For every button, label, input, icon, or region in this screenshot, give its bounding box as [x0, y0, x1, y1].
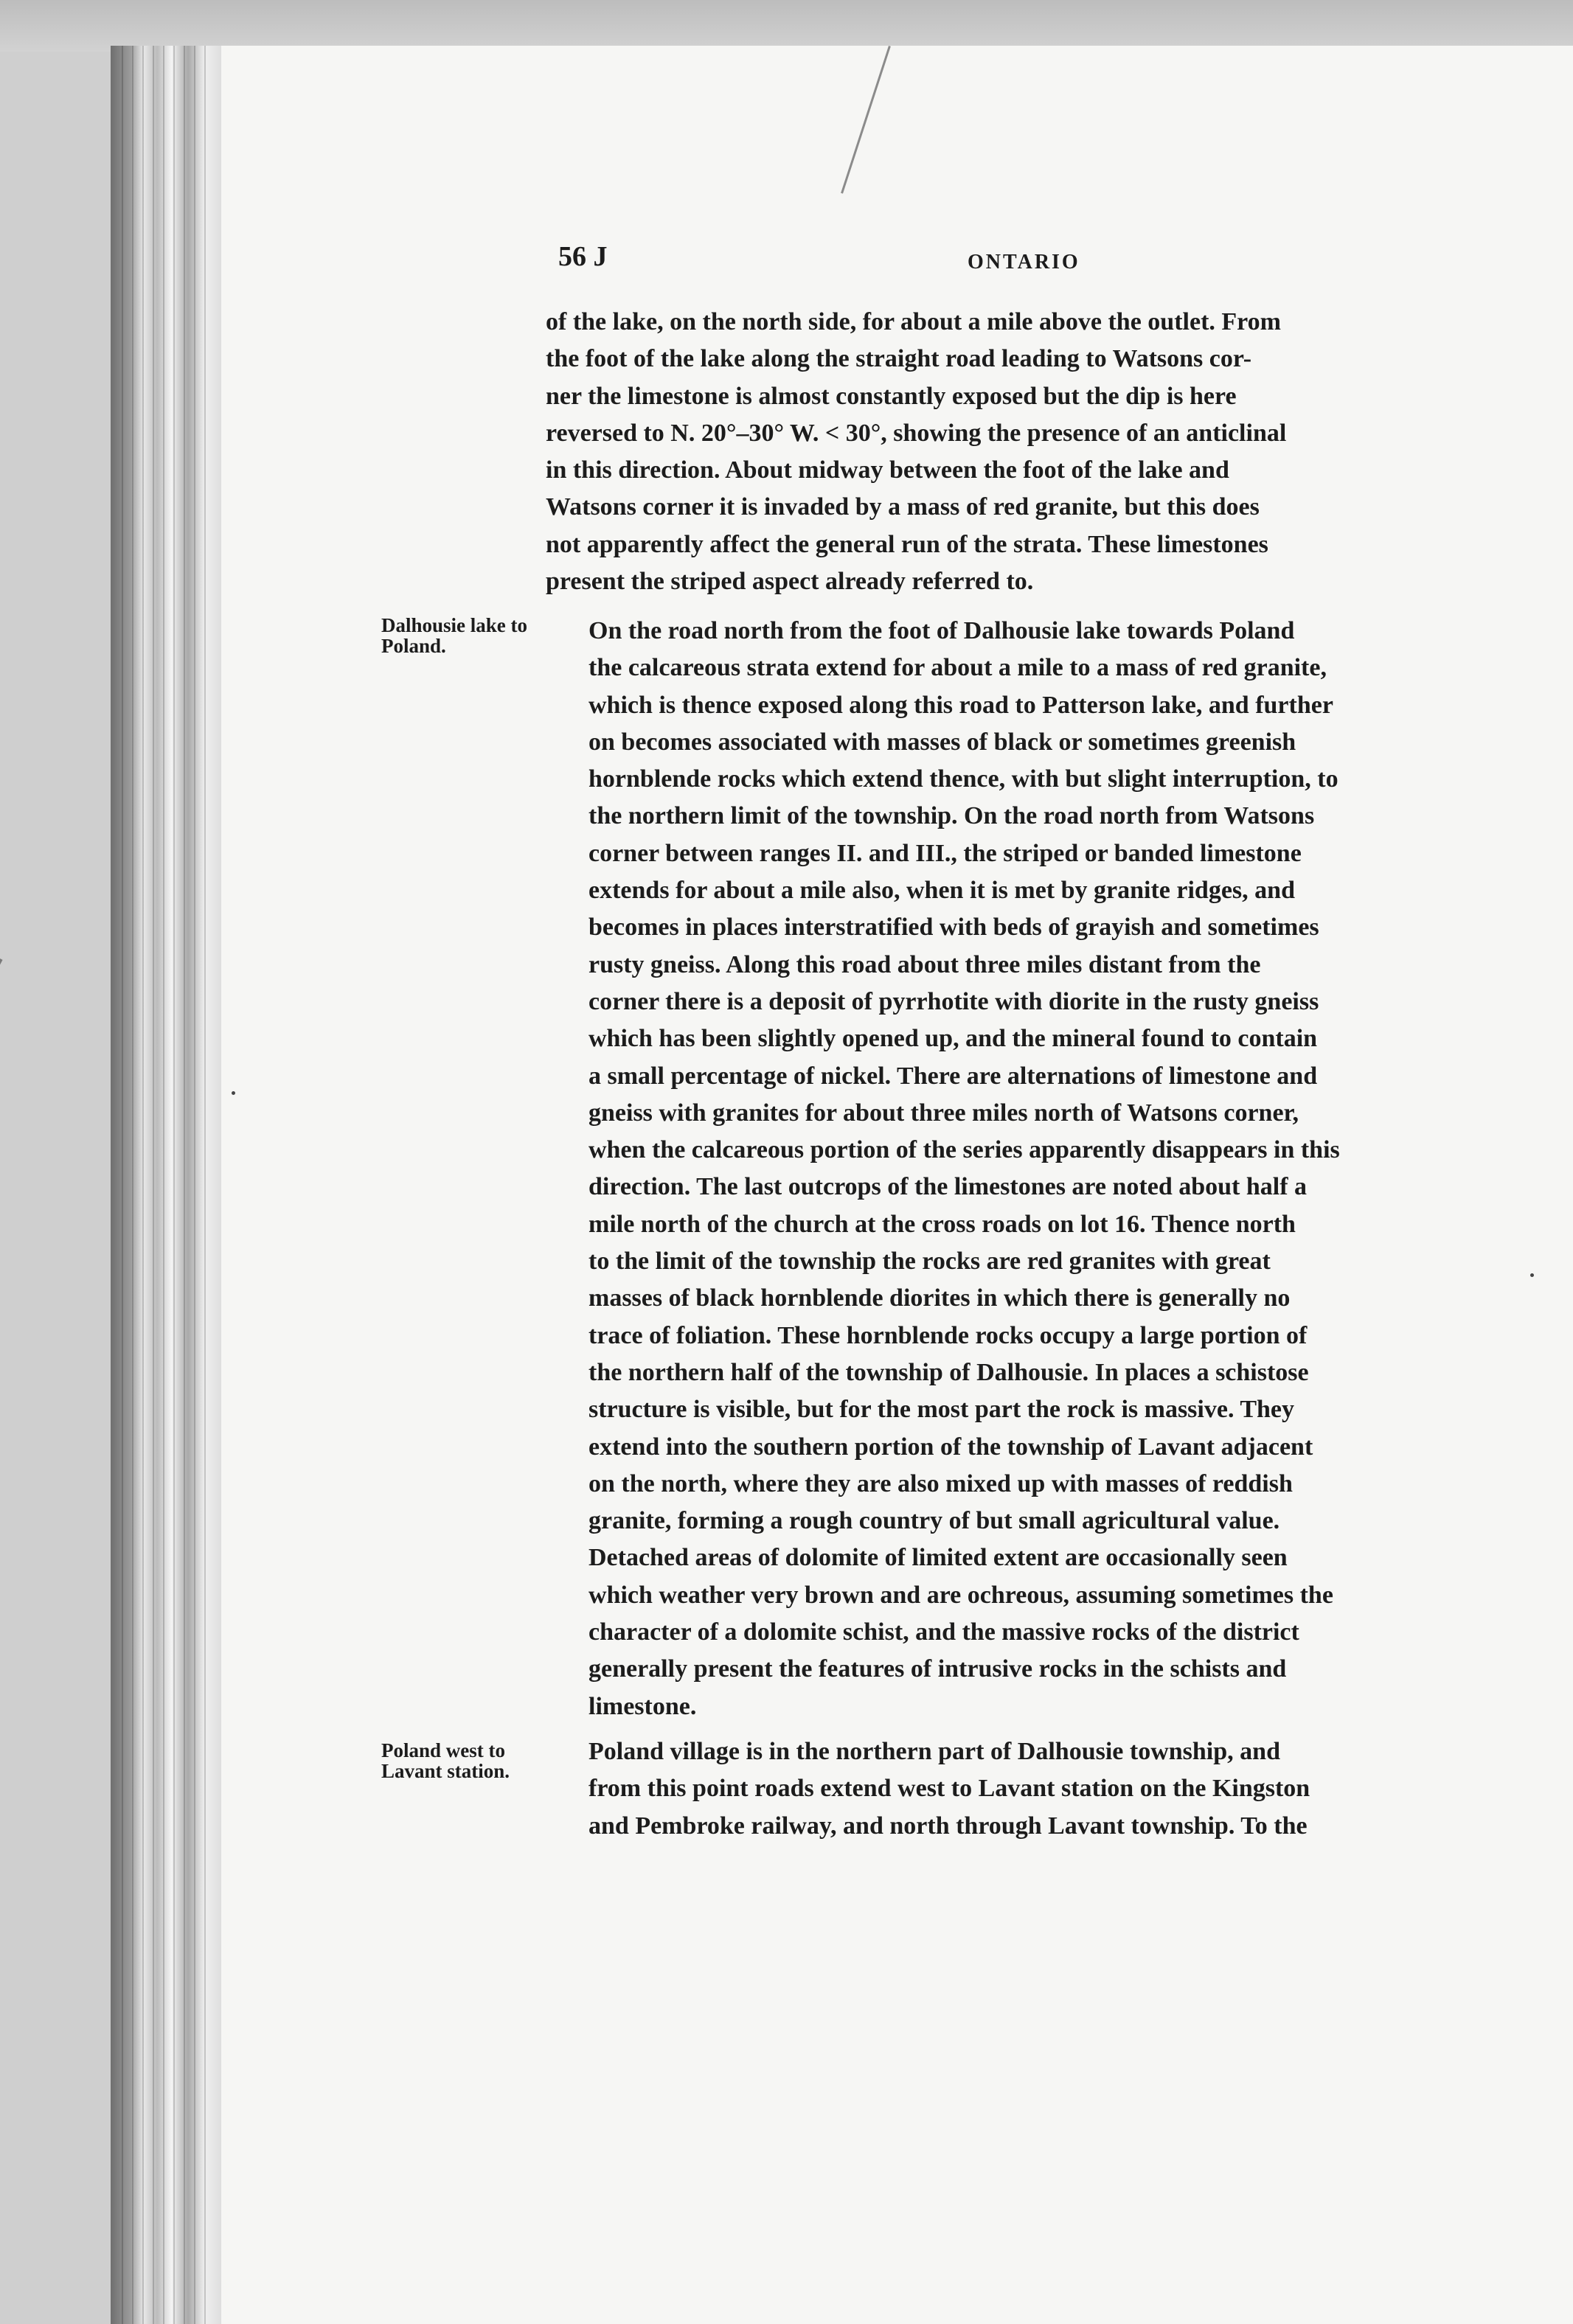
paragraph [546, 1733, 1454, 1845]
text-line: character of a dolomite schist, and the massive rocks of the district [588, 1618, 1299, 1646]
sidenote: Poland west to Lavant station. [381, 1739, 510, 1782]
text-line: not apparently affect the general run of the strata. These limestones [546, 530, 1268, 558]
text-line: Poland village is in the northern part of Dalhousie township, and [588, 1738, 1280, 1765]
text-line: On the road north from the foot of Dalhousie lake towards Poland [588, 617, 1295, 644]
text-line: ner the limestone is almost constantly exposed but the dip is here [546, 382, 1237, 410]
text-line: Watsons corner it is invaded by a mass of red granite, but this does [546, 493, 1260, 521]
text-line: corner there is a deposit of pyrrhotite with diorite in the rusty gneiss [588, 987, 1319, 1015]
text-line: granite, forming a rough country of but small agricultural value. [588, 1507, 1280, 1535]
text-line: corner between ranges II. and III., the striped or banded limestone [588, 839, 1302, 867]
text-line: the calcareous strata extend for about a mile to a mass of red granite, [588, 654, 1327, 682]
text-line: extend into the southern portion of the township of Lavant adjacent [588, 1433, 1313, 1461]
text-line: of the lake, on the north side, for about a mile above the outlet. From [546, 308, 1281, 335]
text-line: extends for about a mile also, when it is met by granite ridges, and [588, 877, 1295, 905]
text-line: which has been slightly opened up, and the mineral found to contain [588, 1025, 1318, 1053]
text-line: to the limit of the township the rocks are red granites with great [588, 1248, 1271, 1276]
text-line: hornblende rocks which extend thence, with but slight interruption, to [588, 765, 1338, 793]
text-line: on becomes associated with masses of black or sometimes greenish [588, 728, 1296, 756]
scan-frame [0, 0, 1573, 52]
running-title: ONTARIO [968, 251, 1080, 274]
binding-page-edges [122, 46, 210, 2324]
text-line: from this point roads extend west to Lavant station on the Kingston [588, 1775, 1310, 1803]
sidenote: Dalhousie lake to Poland. [381, 614, 528, 657]
text-line: gneiss with granites for about three miles north of Watsons corner, [588, 1099, 1299, 1127]
text-line: when the calcareous portion of the series apparently disappears in this [588, 1136, 1340, 1164]
text-line: on the north, where they are also mixed up with masses of reddish [588, 1469, 1293, 1497]
text-line: trace of foliation. These hornblende rocks occupy a large portion of [588, 1321, 1308, 1349]
text-line: the northern limit of the township. On the road north from Watsons [588, 802, 1315, 830]
scan-speck [232, 1091, 235, 1095]
text-line: structure is visible, but for the most part the rock is massive. They [588, 1396, 1295, 1424]
text-line: rusty gneiss. Along this road about three miles distant from the [588, 950, 1261, 978]
scan-speck [1530, 1273, 1534, 1277]
text-line: reversed to N. 20°–30° W. < 30°, showing the presence of an anticlinal [546, 419, 1287, 447]
paragraph [546, 304, 1454, 600]
text-line: becomes in places interstratified with beds of grayish and sometimes [588, 914, 1319, 942]
text-line: limestone. [588, 1692, 697, 1720]
text-line: which is thence exposed along this road to Patterson lake, and further [588, 691, 1333, 719]
text-line: Detached areas of dolomite of limited extent are occasionally seen [588, 1544, 1288, 1572]
text-line: direction. The last outcrops of the limestones are noted about half a [588, 1173, 1308, 1201]
text-line: masses of black hornblende diorites in which there is generally no [588, 1284, 1291, 1312]
text-line: in this direction. About midway between the foot of the lake and [546, 456, 1229, 484]
text-line: and Pembroke railway, and north through Lavant township. To the [588, 1812, 1308, 1840]
text-line: which weather very brown and are ochreous, assuming sometimes the [588, 1581, 1333, 1609]
text-line: the northern half of the township of Dalhousie. In places a schistose [588, 1358, 1309, 1386]
text-line: mile north of the church at the cross roads on lot 16. Thence north [588, 1210, 1296, 1238]
paragraph [546, 613, 1454, 1725]
scan-artifact-line [0, 959, 3, 1416]
page-number: 56 J [558, 241, 608, 272]
scan-artifact-line [841, 46, 891, 194]
text-line: a small percentage of nickel. There are alternations of limestone and [588, 1062, 1318, 1090]
text-line: present the striped aspect already referred to. [546, 568, 1034, 596]
text-line: generally present the features of intrusive rocks in the schists and [588, 1655, 1287, 1683]
text-line: the foot of the lake along the straight road leading to Watsons cor- [546, 345, 1252, 373]
